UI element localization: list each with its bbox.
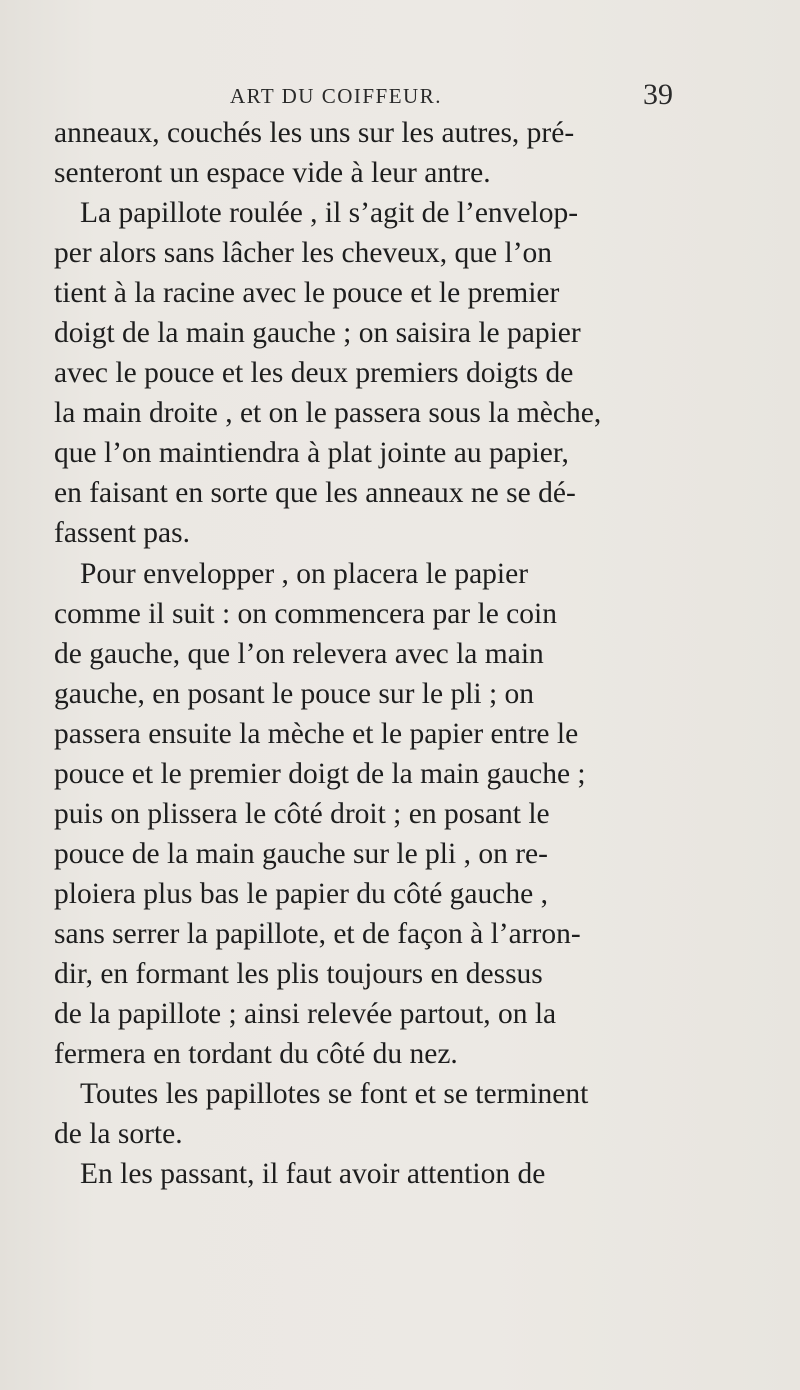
text-line: La papillote roulée , il s’agit de l’envelop- (80, 197, 579, 229)
text-line: tient à la racine avec le pouce et le premier (54, 277, 560, 309)
text-line: Pour envelopper , on placera le papier (80, 558, 529, 590)
text-line: Toutes les papillotes se font et se terminent (80, 1078, 589, 1110)
text-line: pouce et le premier doigt de la main gauche ; (54, 758, 586, 790)
text-line: fassent pas. (54, 517, 190, 549)
text-line: de la sorte. (54, 1118, 183, 1150)
running-head: ART DU COIFFEUR. (230, 84, 442, 108)
text-line: doigt de la main gauche ; on saisira le papier (54, 317, 581, 349)
text-line: per alors sans lâcher les cheveux, que l’on (54, 237, 553, 269)
text-line: senteront un espace vide à leur antre. (54, 157, 491, 189)
text-line: passera ensuite la mèche et le papier entre le (54, 718, 579, 750)
text-line: que l’on maintiendra à plat jointe au papier, (54, 437, 569, 469)
text-line: de la papillote ; ainsi relevée partout, on la (54, 998, 557, 1030)
text-line: de gauche, que l’on relevera avec la main (54, 638, 544, 670)
text-line: En les passant, il faut avoir attention de (80, 1158, 546, 1190)
text-line: ploiera plus bas le papier du côté gauche , (54, 878, 548, 910)
text-line: en faisant en sorte que les anneaux ne se dé- (54, 477, 576, 509)
text-line: fermera en tordant du côté du nez. (54, 1038, 458, 1070)
page-number: 39 (643, 78, 673, 111)
page-header (0, 78, 800, 118)
text-line: sans serrer la papillote, et de façon à l’arron- (54, 918, 581, 950)
text-line: comme il suit : on commencera par le coin (54, 598, 557, 630)
text-line: gauche, en posant le pouce sur le pli ; on (54, 678, 535, 710)
text-line: pouce de la main gauche sur le pli , on re- (54, 838, 548, 870)
text-line: anneaux, couchés les uns sur les autres, pré- (54, 117, 575, 149)
text-line: puis on plissera le côté droit ; en posant le (54, 798, 550, 830)
text-line: avec le pouce et les deux premiers doigts de (54, 357, 574, 389)
text-line: la main droite , et on le passera sous la mèche, (54, 397, 602, 429)
text-line: dir, en formant les plis toujours en dessus (54, 958, 543, 990)
